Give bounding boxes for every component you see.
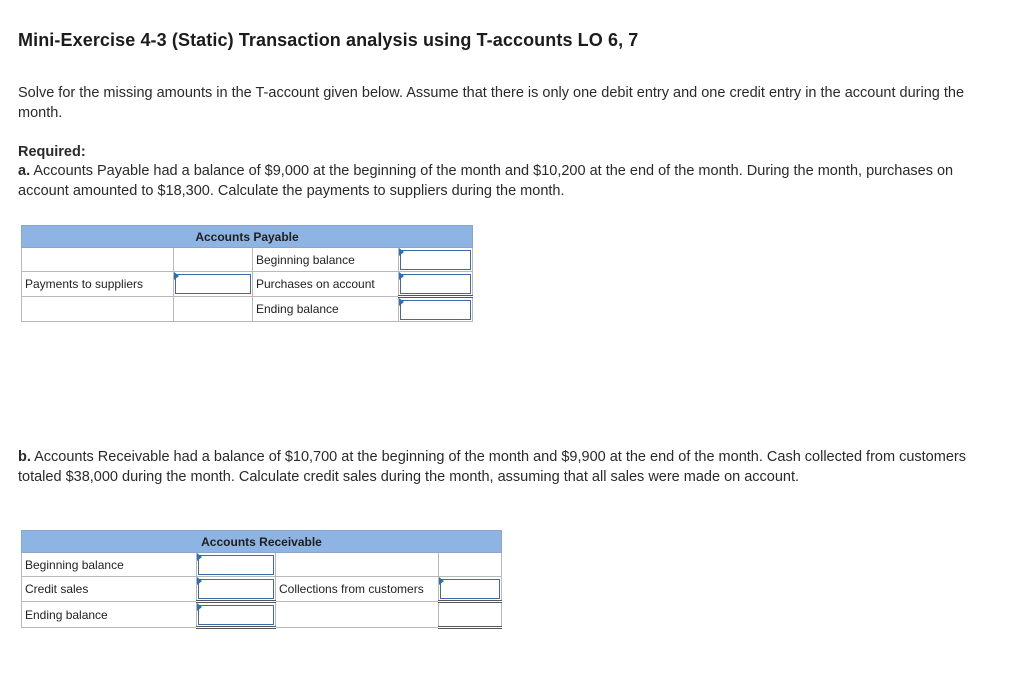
exercise-title: Mini-Exercise 4-3 (Static) Transaction analysis using T-accounts LO 6, 7 — [18, 30, 639, 50]
table-row — [22, 297, 473, 322]
empty-cell — [174, 248, 253, 272]
input-marker-icon — [197, 553, 202, 561]
question-a-letter: a. — [18, 163, 31, 179]
empty-cell — [22, 297, 174, 322]
credit-sales-cell — [197, 577, 276, 602]
table-row — [22, 577, 502, 602]
empty-cell — [439, 553, 502, 577]
input-marker-icon — [197, 577, 202, 585]
empty-cell — [174, 297, 253, 322]
beginning-balance-cell — [399, 248, 473, 272]
ap-payments-input[interactable] — [175, 274, 251, 294]
payments-cell — [174, 272, 253, 297]
collections-from-customers-label: Collections from customers — [276, 577, 439, 602]
beginning-balance-label: Beginning balance — [253, 248, 399, 272]
beginning-balance-label: Beginning balance — [22, 553, 197, 577]
ending-balance-label: Ending balance — [253, 297, 399, 322]
payments-to-suppliers-label: Payments to suppliers — [22, 272, 174, 297]
input-marker-icon — [399, 248, 404, 256]
question-b-text: Accounts Receivable had a balance of $10,700 at the beginning of the month and $9,900 at the end of the month. Cash collected from customers totaled $38,000 during the month. Calculate credit sales during the month, assuming that all sales were made on account. — [18, 449, 966, 485]
question-b — [18, 448, 968, 487]
ending-balance-cell — [197, 602, 276, 628]
required-label: Required: — [18, 144, 86, 160]
ar-ending-balance-input[interactable] — [198, 605, 274, 625]
input-marker-icon — [174, 272, 179, 280]
input-marker-icon — [197, 603, 202, 611]
empty-cell — [276, 602, 439, 628]
accounts-payable-header: Accounts Payable — [22, 226, 473, 248]
question-a-text: Accounts Payable had a balance of $9,000 at the beginning of the month and $10,200 at the end of the month. During the month, purchases on account amounted to $18,300. Calculate the payments to suppliers during the month. — [18, 163, 954, 199]
table-row — [22, 602, 502, 628]
input-marker-icon — [439, 577, 444, 585]
ap-purchases-input[interactable] — [400, 274, 471, 294]
empty-cell — [276, 553, 439, 577]
table-row — [22, 553, 502, 577]
table-row — [22, 248, 473, 272]
table-row — [22, 272, 473, 297]
question-b-letter: b. — [18, 449, 31, 465]
ar-beginning-balance-input[interactable] — [198, 555, 274, 575]
ap-ending-balance-input[interactable] — [400, 300, 471, 320]
ar-collections-input[interactable] — [440, 579, 500, 599]
ar-credit-sales-input[interactable] — [198, 579, 274, 599]
question-a — [18, 162, 968, 201]
purchases-cell — [399, 272, 473, 297]
ending-balance-label: Ending balance — [22, 602, 197, 628]
input-marker-icon — [399, 272, 404, 280]
ending-balance-cell — [399, 297, 473, 322]
input-marker-icon — [399, 298, 404, 306]
accounts-receivable-header: Accounts Receivable — [22, 531, 502, 553]
empty-cell — [22, 248, 174, 272]
beginning-balance-cell — [197, 553, 276, 577]
empty-cell — [439, 602, 502, 628]
accounts-payable-t-account — [21, 225, 473, 322]
credit-sales-label: Credit sales — [22, 577, 197, 602]
ap-beginning-balance-input[interactable] — [400, 250, 471, 270]
accounts-receivable-t-account — [21, 530, 502, 629]
collections-cell — [439, 577, 502, 602]
instructions-text: Solve for the missing amounts in the T-account given below. Assume that there is only one debit entry and one credit entry in the account during the month. — [18, 85, 965, 121]
purchases-on-account-label: Purchases on account — [253, 272, 399, 297]
